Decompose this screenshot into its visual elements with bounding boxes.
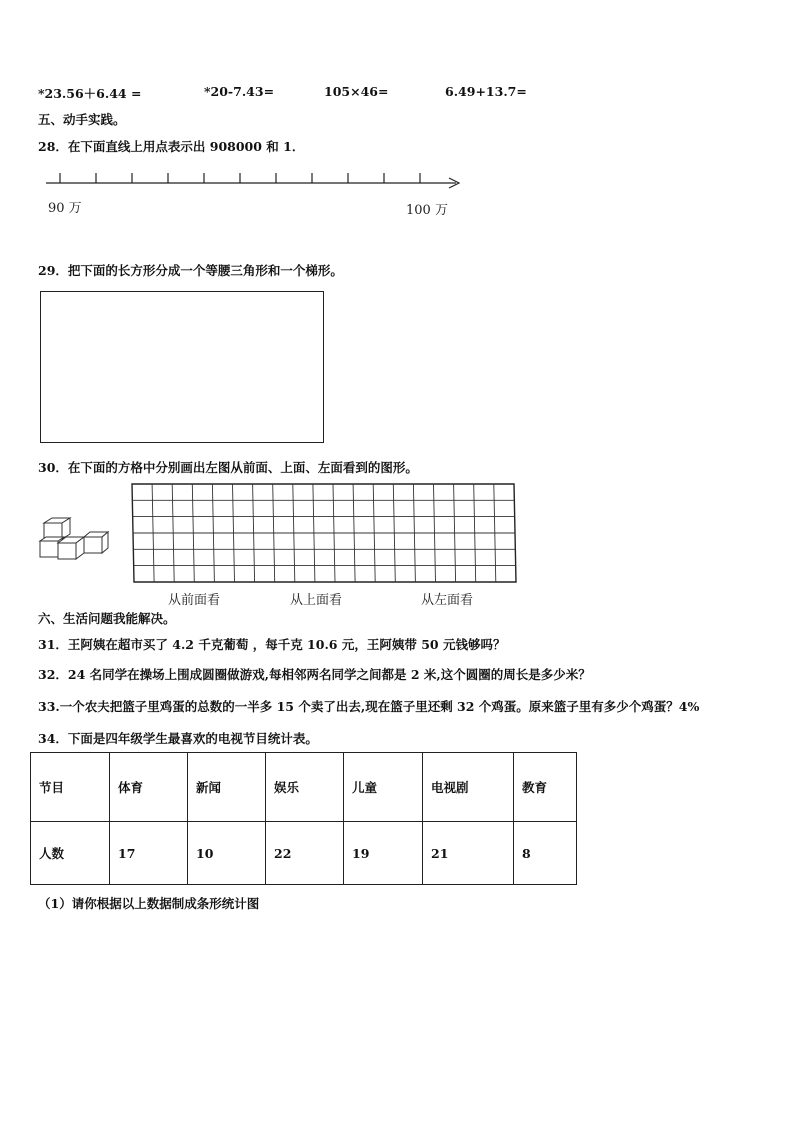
table-cell: 21: [423, 822, 514, 885]
table-row: [31, 822, 577, 885]
table-cell: 17: [110, 822, 188, 885]
drawing-grid[interactable]: [130, 482, 518, 586]
table-cell: 教育: [514, 753, 577, 822]
grid-label-left: 从左面看: [421, 593, 474, 608]
table-cell: 节目: [31, 753, 110, 822]
table-cell: 19: [344, 822, 423, 885]
section-5-heading: 五、动手实践。: [38, 112, 126, 127]
calc-item-3: 105×46=: [324, 84, 389, 99]
table-cell: 体育: [110, 753, 188, 822]
tv-program-table: [30, 752, 577, 885]
table-cell: 儿童: [344, 753, 423, 822]
number-line-label-start: 90 万: [48, 201, 82, 216]
table-cell: 电视剧: [423, 753, 514, 822]
question-33: 33.一个农夫把篮子里鸡蛋的总数的一半多 15 个卖了出去,现在篮子里还剩 32 个鸡蛋。原来篮子里有多少个鸡蛋？4%: [38, 699, 700, 714]
table-header-row: [31, 753, 577, 822]
number-line[interactable]: [40, 168, 465, 194]
calc-item-1: *23.56＋6.44 =: [38, 86, 142, 101]
table-cell: 22: [266, 822, 344, 885]
table-cell: 新闻: [188, 753, 266, 822]
question-30: 30．在下面的方格中分别画出左图从前面、上面、左面看到的图形。: [38, 460, 418, 475]
grid-label-top: 从上面看: [290, 593, 343, 608]
question-29: 29．把下面的长方形分成一个等腰三角形和一个梯形。: [38, 263, 343, 278]
question-31: 31．王阿姨在超市买了 4.2 千克葡萄 ，每千克 10.6 元，王阿姨带 50 元钱够吗？: [38, 637, 506, 652]
table-cell: 10: [188, 822, 266, 885]
question-34-part-1: （1）请你根据以上数据制成条形统计图: [38, 896, 260, 911]
number-line-label-end: 100 万: [406, 203, 448, 218]
calc-item-4: 6.49+13.7=: [445, 84, 527, 99]
cube-figure: [38, 515, 110, 561]
table-cell: 8: [514, 822, 577, 885]
calc-item-2: *20-7.43=: [204, 84, 275, 99]
rectangle-drawing-area[interactable]: [40, 291, 324, 443]
table-cell: 人数: [31, 822, 110, 885]
grid-label-front: 从前面看: [168, 593, 221, 608]
question-32: 32．24 名同学在操场上围成圆圈做游戏,每相邻两名同学之间都是 2 米,这个圆圈的周长是多少米？: [38, 667, 591, 682]
question-34: 34．下面是四年级学生最喜欢的电视节目统计表。: [38, 731, 318, 746]
number-line-ticks: [60, 173, 420, 183]
table-cell: 娱乐: [266, 753, 344, 822]
question-28: 28．在下面直线上用点表示出 908000 和 1．: [38, 139, 305, 154]
section-6-heading: 六、生活问题我能解决。: [38, 611, 176, 626]
